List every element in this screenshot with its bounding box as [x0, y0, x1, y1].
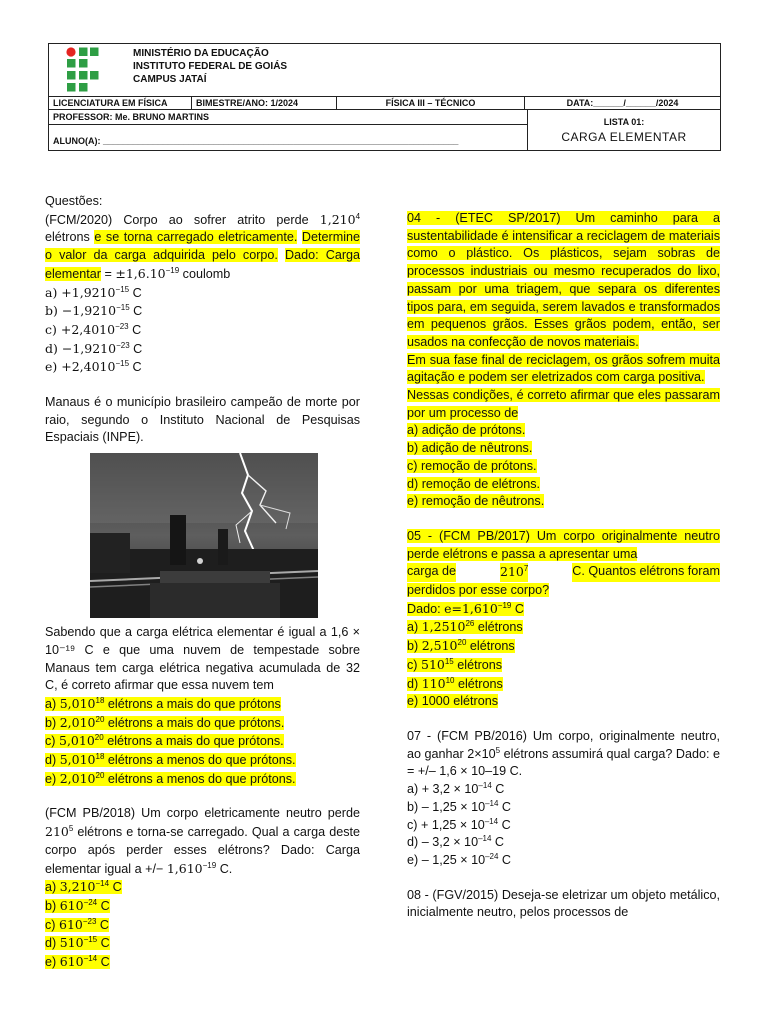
question-8-statement: 08 - (FGV/2015) Deseja-se eletrizar um objeto metálico, inicialmente neutro, pelos processos de — [407, 887, 720, 920]
q1-option-b: $b) -1,9210^{-15}$ C — [45, 303, 143, 319]
q7-option-a: $a) + 3,2 \times 10^{-14}$ C — [407, 780, 505, 797]
q1-option-e: $e) +2,4010^{-15}$ C — [45, 359, 142, 375]
question-5-given: Dado: $e=1,610^{-19}$ C — [407, 600, 524, 616]
q1-option-a: $a) +1,9210^{-15}$ C — [45, 284, 142, 300]
question-1-options — [45, 284, 360, 378]
question-4-prompt: Nessas condições, é correto afirmar que eles passaram por um processo de — [407, 388, 720, 420]
professor-cell: PROFESSOR: Me. BRUNO MARTINS — [49, 110, 527, 125]
q7-option-d: $d) - 3,2 \times 10^{-14}$ C — [407, 834, 505, 850]
question-4-options — [407, 422, 720, 511]
q4-option-e: e) remoção de nêutrons. — [407, 494, 545, 509]
q7-option-e: $e) - 1,25 \times 10^{-24}$ C — [407, 851, 512, 867]
document-header — [48, 43, 721, 151]
q4-option-b: b) adição de nêutrons. — [407, 441, 533, 456]
q4-option-a: a) adição de prótons. — [407, 423, 526, 438]
lightning-photo — [90, 453, 318, 618]
q3-option-e: e) $610^{-14}$ C — [45, 953, 110, 970]
q2-option-c: c) 5,010$^{20}$ elétrons a mais do que prótons. — [45, 733, 284, 749]
question-5-line3: carga de $210^7$ C. Quantos elétrons foram — [407, 563, 720, 582]
question-5-options — [407, 618, 720, 711]
q7-option-c: $c) + 1,25 \times 10^{-14}$ C — [407, 816, 511, 832]
q5-option-e: e) 1000 elétrons — [407, 694, 499, 709]
question-3-statement: (FCM PB/2018) Um corpo eletricamente neutro perde $210^5$ elétrons e torna-se carregado. Qual a carga deste corpo após perder esses elétrons? Dado: Carga elementar igual a +/− $1,610^{-19}$ C. — [45, 806, 361, 876]
question-5-statement: 05 - (FCM PB/2017) Um corpo originalmente neutro perde elétrons e passa a apresentar uma — [407, 528, 720, 561]
q7-option-b: $b) - 1,25 \times 10^{-14}$ C — [407, 798, 512, 814]
question-1: (FCM/2020) Corpo ao sofrer atrito perde 1,210$^4$ elétrons e se torna carregado eletricamente. Determine o valor da carga adquirida pelo corpo. Dado: Carga elementar = $\pm 1,6.10^{-19}$ coulomb — [45, 211, 361, 281]
question-3-options — [45, 878, 360, 972]
q2-option-d: d) 5,010$^{18}$ elétrons a menos do que prótons. — [45, 751, 296, 768]
header-info-row — [49, 97, 720, 110]
q1-option-c: $c) +2,4010^{-23}$ C — [45, 321, 142, 337]
institution-block — [133, 47, 287, 86]
q5-option-d: d) $110^{10}$ elétrons — [407, 675, 503, 691]
ifg-logo — [66, 47, 104, 93]
question-2-options — [45, 695, 360, 789]
question-4-context: Em sua fase final de reciclagem, os grãos sofrem muita agitação e podem ser eletrizados com carga positiva. — [407, 352, 720, 385]
institute-name: INSTITUTO FEDERAL DE GOIÁS — [133, 61, 288, 72]
q5-option-a: a) 1,2510$^{26}$ elétrons — [407, 619, 523, 635]
subject-cell: FÍSICA III – TÉCNICO — [337, 97, 525, 109]
question-5-line4: perdidos por esse corpo? — [407, 583, 550, 598]
date-cell: DATA:______/______/2024 — [566, 98, 679, 108]
list-title-cell — [528, 110, 720, 150]
q3-option-c: c) $610^{-23}$ C — [45, 916, 110, 932]
q2-option-b: b) 2,010$^{20}$ elétrons a mais do que prótons. — [45, 714, 285, 730]
q1-option-d: $d) -1,9210^{-23}$ C — [45, 340, 143, 356]
q3-option-b: b) $610^{-24}$ C — [45, 897, 110, 913]
question-7-statement: 07 - (FCM PB/2016) Um corpo, originalmente neutro, ao ganhar $2\times 10^5$ elétrons assumirá qual carga? Dado: e = +/– 1,6 × 10–19 C. — [407, 728, 721, 779]
question-4-statement: 04 - (ETEC SP/2017) Um caminho para a sustentabilidade é intensificar a reciclagem de materiais como o plástico. Os plásticos, sejam sobras de processos industriais ou mesmo recuperados do lixo, passam por uma triagem, que separa os diferentes tipos para, em seguida, serem lavados e transformados em pequenos grãos. Esses grãos podem, então, ser usados na confecção de novos materiais. — [407, 211, 720, 349]
header-institution — [49, 44, 720, 97]
question-2-statement: Sabendo que a carga elétrica elementar é igual a 1,6 × 10⁻¹⁹ C e que uma nuvem de tempestade sobre Manaus tem carga elétrica negativa acumulada de 32 C, é correto afirmar que essa nuvem tem — [45, 625, 360, 693]
header-lower — [49, 110, 720, 150]
questions-label: Questões: — [45, 194, 103, 208]
ministry-name: MINISTÉRIO DA EDUCAÇÃO — [133, 48, 269, 59]
q3-option-a: a) $3,210^{-14}$ C — [45, 879, 122, 895]
course-cell: LICENCIATURA EM FÍSICA — [49, 97, 192, 109]
right-column — [407, 210, 720, 922]
list-title: CARGA ELEMENTAR — [561, 130, 687, 144]
q4-option-d: d) remoção de elétrons. — [407, 476, 541, 491]
q3-option-d: d) $510^{-15}$ C — [45, 935, 110, 951]
list-number: LISTA 01: — [603, 117, 645, 127]
header-people — [49, 110, 528, 150]
q2-option-a: a) 5,010$^{18}$ elétrons a mais do que prótons — [45, 695, 281, 711]
question-7-options — [407, 781, 720, 870]
q2-option-e: e) 2,010$^{20}$ elétrons a menos do que prótons. — [45, 770, 296, 786]
manaus-intro: Manaus é o município brasileiro campeão de morte por raio, segundo o Instituto Nacional de Pesquisas Espaciais (INPE). — [45, 395, 360, 445]
q5-option-c: c) $510^{15}$ elétrons — [407, 656, 503, 672]
left-column — [45, 193, 360, 972]
campus-name: CAMPUS JATAÍ — [133, 74, 207, 85]
student-field: ALUNO(A): _______________________________________________________________________ — [53, 136, 459, 146]
q5-option-b: b) 2,510$^{20}$ elétrons — [407, 637, 515, 654]
q4-option-c: c) remoção de prótons. — [407, 458, 537, 473]
term-cell: BIMESTRE/ANO: 1/2024 — [192, 97, 337, 109]
